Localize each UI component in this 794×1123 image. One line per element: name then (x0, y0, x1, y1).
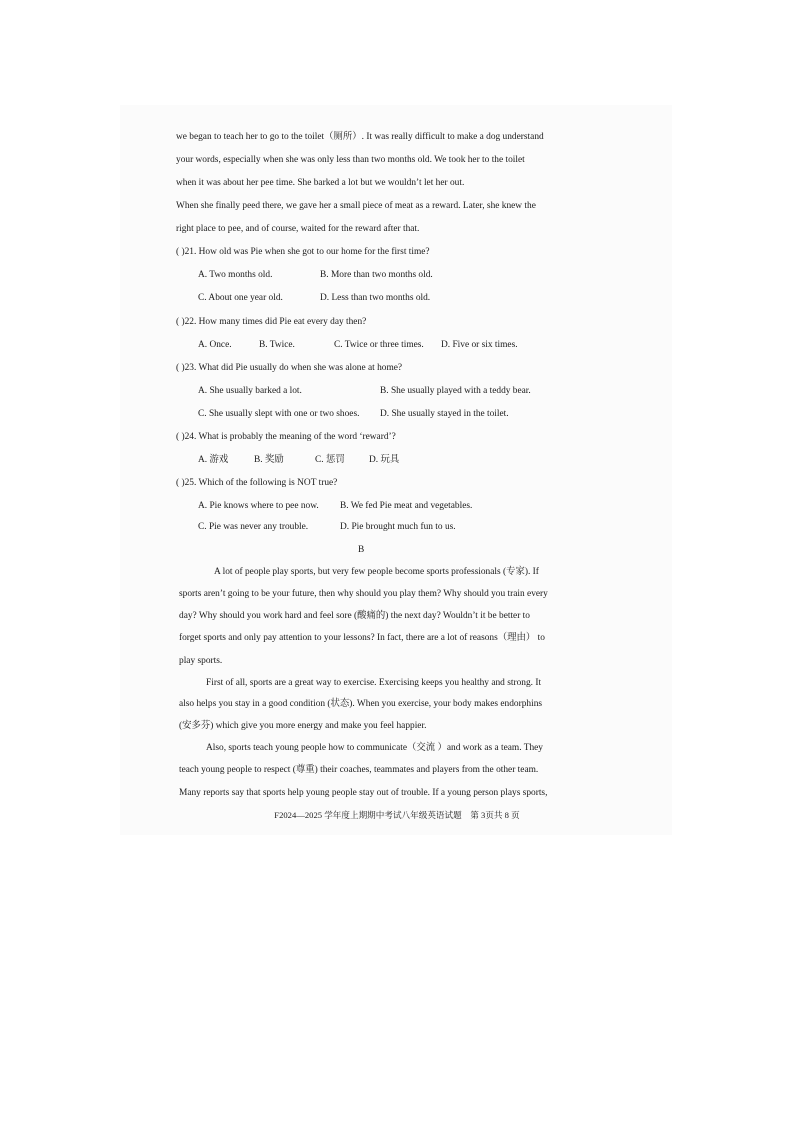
question-25-option-b: B. We fed Pie meat and vegetables. (340, 501, 473, 511)
passage-a-line-1: we began to teach her to go to the toilet（厕所）. It was really difficult to make a dog understand (176, 132, 544, 142)
question-23-option-d: D. She usually stayed in the toilet. (380, 409, 509, 419)
question-24-stem: ( )24. What is probably the meaning of the word ‘reward’? (176, 432, 396, 442)
question-23-option-c: C. She usually slept with one or two shoes. (198, 409, 360, 419)
page-footer: F2024—2025 学年度上期期中考试八年级英语试题 第 3页共 8 页 (274, 810, 520, 820)
question-21-option-b: B. More than two months old. (320, 270, 433, 280)
question-22-stem: ( )22. How many times did Pie eat every day then? (176, 317, 367, 327)
section-b-line-8: (安多芬) which give you more energy and make you feel happier. (179, 721, 427, 731)
section-b-line-11: Many reports say that sports help young people stay out of trouble. If a young person plays sports, (179, 788, 548, 798)
question-24-option-c: C. 惩罚 (315, 455, 345, 465)
section-b-line-10: teach young people to respect (尊重) their coaches, teammates and players from the other team. (179, 765, 539, 775)
question-24-option-b: B. 奖励 (254, 455, 284, 465)
section-b-line-3: day? Why should you work hard and feel sore (酸痛的) the next day? Wouldn’t it be better to (179, 611, 530, 621)
section-b-heading: B (358, 545, 365, 555)
question-25-stem: ( )25. Which of the following is NOT true? (176, 478, 338, 488)
passage-a-line-5: right place to pee, and of course, waited for the reward after that. (176, 224, 420, 234)
question-21-stem: ( )21. How old was Pie when she got to our home for the first time? (176, 247, 430, 257)
section-b-line-6: First of all, sports are a great way to exercise. Exercising keeps you healthy and strong. It (206, 678, 542, 688)
section-b-line-4: forget sports and only pay attention to your lessons? In fact, there are a lot of reasons（理由） to (179, 633, 545, 643)
question-21-option-d: D. Less than two months old. (320, 293, 431, 303)
question-22-option-c: C. Twice or three times. (334, 340, 424, 350)
passage-a-line-2: your words, especially when she was only less than two months old. We took her to the toilet (176, 155, 525, 165)
question-22-option-d: D. Five or six times. (441, 340, 518, 350)
question-21-option-a: A. Two months old. (198, 270, 273, 280)
section-b-line-5: play sports. (179, 656, 223, 666)
question-24-option-d: D. 玩具 (369, 455, 400, 465)
question-21-option-c: C. About one year old. (198, 293, 283, 303)
section-b-line-2: sports aren’t going to be your future, then why should you play them? Why should you train every (179, 589, 548, 599)
question-23-option-b: B. She usually played with a teddy bear. (380, 386, 531, 396)
passage-a-line-3: when it was about her pee time. She barked a lot but we wouldn’t let her out. (176, 178, 465, 188)
question-23-stem: ( )23. What did Pie usually do when she was alone at home? (176, 363, 403, 373)
question-22-option-a: A. Once. (198, 340, 232, 350)
section-b-line-9: Also, sports teach young people how to communicate（交流 ）and work as a team. They (206, 743, 543, 753)
question-25-option-a: A. Pie knows where to pee now. (198, 501, 319, 511)
section-b-line-7: also helps you stay in a good condition (状态). When you exercise, your body makes endorphins (179, 699, 543, 709)
section-b-line-1: A lot of people play sports, but very few people become sports professionals (专家). If (214, 567, 539, 577)
question-22-option-b: B. Twice. (259, 340, 295, 350)
passage-a-line-4: When she finally peed there, we gave her a small piece of meat as a reward. Later, she knew the (176, 201, 536, 211)
question-23-option-a: A. She usually barked a lot. (198, 386, 302, 396)
question-25-option-c: C. Pie was never any trouble. (198, 522, 309, 532)
question-25-option-d: D. Pie brought much fun to us. (340, 522, 456, 532)
question-24-option-a: A. 游戏 (198, 455, 229, 465)
